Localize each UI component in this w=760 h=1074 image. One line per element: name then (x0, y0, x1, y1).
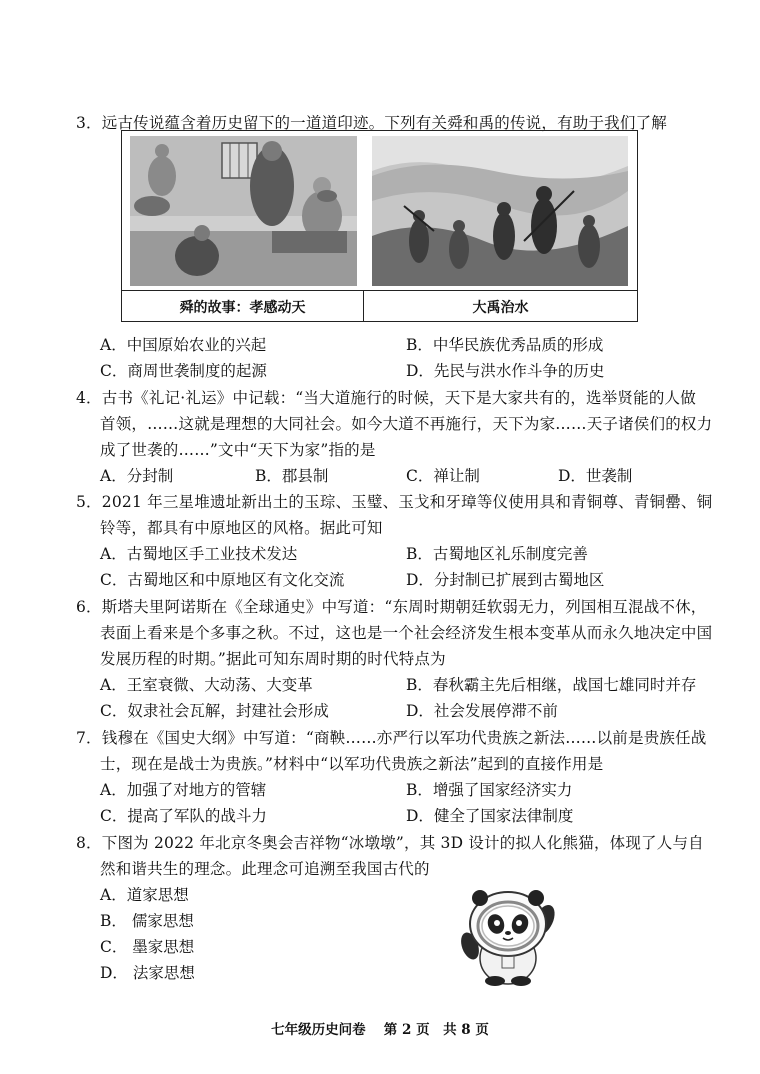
q6-option-c[interactable]: C．奴隶社会瓦解，封建社会形成 (100, 702, 329, 720)
q3-image-table (121, 130, 638, 322)
q3-option-b[interactable]: B．中华民族优秀品质的形成 (406, 336, 604, 354)
mascot-image (450, 888, 570, 986)
q6-option-b[interactable]: B．春秋霸主先后相继，战国七雄同时并存 (406, 676, 697, 694)
q3-option-a[interactable]: A．中国原始农业的兴起 (100, 336, 267, 354)
q3-option-d[interactable]: D．先民与洪水作斗争的历史 (406, 362, 605, 380)
q5-option-b[interactable]: B．古蜀地区礼乐制度完善 (406, 545, 588, 563)
q4-option-d[interactable]: D．世袭制 (558, 467, 633, 485)
q8-stem-line-1: 8．下图为 2022 年北京冬奥会吉祥物“冰墩墩”，其 3D 设计的拟人化熊猫，体现了人与自 (76, 834, 704, 852)
caption-shun-story: 舜的故事：孝感动天 (179, 300, 306, 316)
q4-stem-line-3: 成了世袭的……”文中“天下为家”指的是 (100, 441, 376, 459)
caption-dayu: 大禹治水 (472, 300, 529, 316)
q7-option-a[interactable]: A．加强了对地方的管辖 (100, 781, 267, 799)
q5-option-d[interactable]: D．分封制已扩展到古蜀地区 (406, 571, 605, 589)
q8-stem-line-2: 然和谐共生的理念。此理念可追溯至我国古代的 (100, 860, 430, 878)
q6-option-d[interactable]: D．社会发展停滞不前 (406, 702, 558, 720)
q6-stem-line-3: 发展历程的时期。”据此可知东周时期的时代特点为 (100, 650, 446, 668)
page-footer: 七年级历史问卷 第 2 页 共 8 页 (271, 1022, 489, 1038)
q6-stem-line-1: 6．斯塔夫里阿诺斯在《全球通史》中写道：“东周时期朝廷软弱无力，列国相互混战不休， (76, 598, 707, 616)
q3-caption-row (122, 290, 637, 322)
q8-option-a[interactable]: A．道家思想 (100, 886, 189, 904)
q8-option-b[interactable]: B． 儒家思想 (100, 912, 194, 930)
q5-option-a[interactable]: A．古蜀地区手工业技术发达 (100, 545, 298, 563)
q5-stem-line-2: 铃等，都具有中原地区的风格。据此可知 (100, 519, 383, 537)
q5-option-c[interactable]: C．古蜀地区和中原地区有文化交流 (100, 571, 345, 589)
q5-stem-line-1: 5．2021 年三星堆遗址新出土的玉琮、玉璧、玉戈和牙璋等仪使用具和青铜尊、青铜罍、铜 (76, 493, 713, 511)
q4-stem-line-2: 首领，……这就是理想的大同社会。如今大道不再施行，天下为家……天子诸侯们的权力 (100, 415, 713, 433)
bing-dwen-dwen-mascot (450, 888, 570, 986)
q4-option-a[interactable]: A．分封制 (100, 467, 174, 485)
q7-stem-line-1: 7．钱穆在《国史大纲》中写道：“商鞅……亦严行以军功代贵族之新法……以前是贵族任战 (76, 729, 707, 747)
q7-option-c[interactable]: C．提高了军队的战斗力 (100, 807, 267, 825)
q3-stem-line-1: 3．远古传说蕴含着历史留下的一道道印迹。下列有关舜和禹的传说，有助于我们了解 (76, 114, 667, 132)
q4-option-c[interactable]: C．禅让制 (406, 467, 480, 485)
shun-story-illustration (122, 131, 363, 290)
dayu-flood-illustration (364, 131, 637, 290)
q6-stem-line-2: 表面上看来是个多事之秋。不过，这也是一个社会经济发生根本变革从而永久地决定中国 (100, 624, 713, 642)
q3-option-c[interactable]: C．商周世袭制度的起源 (100, 362, 267, 380)
dayu-flood-image (364, 131, 637, 290)
q6-option-a[interactable]: A．王室衰微、大动荡、大变革 (100, 676, 313, 694)
q4-option-b[interactable]: B．郡县制 (255, 467, 329, 485)
q8-option-c[interactable]: C． 墨家思想 (100, 938, 195, 956)
q7-option-b[interactable]: B．增强了国家经济实力 (406, 781, 573, 799)
q7-stem-line-2: 士，现在是战士为贵族。”材料中“以军功代贵族之新法”起到的直接作用是 (100, 755, 604, 773)
q7-option-d[interactable]: D．健全了国家法律制度 (406, 807, 574, 825)
shun-story-image (122, 131, 363, 290)
q8-option-d[interactable]: D． 法家思想 (100, 964, 195, 982)
q4-stem-line-1: 4．古书《礼记·礼运》中记载：“当大道施行的时候，天下是大家共有的，选举贤能的人做 (76, 389, 696, 407)
